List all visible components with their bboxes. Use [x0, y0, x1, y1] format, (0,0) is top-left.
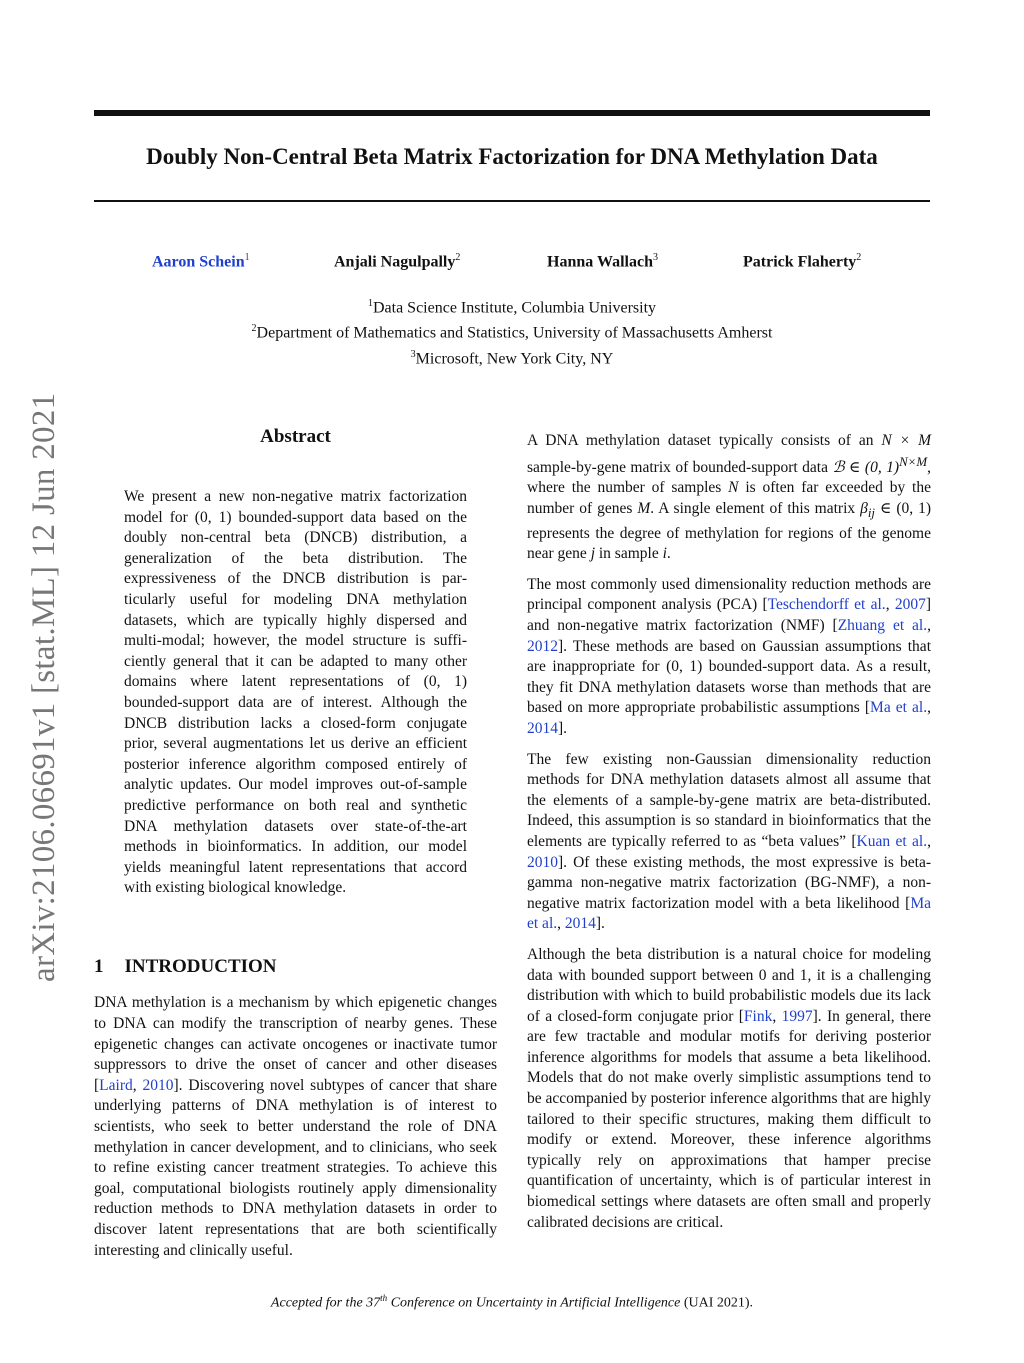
citation-link[interactable]: Laird: [99, 1076, 133, 1094]
citation-link[interactable]: 2012: [527, 637, 558, 655]
paragraph-text: DNA methylation is a mechanism by which epigenetic changes to DNA can modify the transcription of nearby genes. These epigenetic changes can activate oncogenes or inactivate tumor suppressors to drive the onset of cancer and other diseases [: [94, 994, 497, 1094]
author-list: [0, 252, 1024, 276]
author-3: [547, 252, 658, 271]
citation-separator: ,: [772, 1007, 782, 1025]
arxiv-stamp: arXiv:2106.06691v1 [stat.ML] 12 Jun 2021: [26, 392, 62, 982]
paragraph-text: , where the number of samples: [527, 458, 932, 497]
title-rule-top: [94, 110, 930, 116]
footer-sup: th: [380, 1293, 388, 1303]
paragraph-text: ]. These methods are based on Gaussian assumptions that are inappropriate for: [527, 637, 931, 676]
math: (0, 1): [423, 673, 467, 691]
affiliation-2-text: Department of Mathematics and Statistics, University of Massachusetts Amherst: [256, 324, 773, 342]
intro-paragraph-2: [527, 431, 931, 565]
author-2-sup: 2: [455, 252, 461, 263]
intro-paragraph-5: [527, 945, 931, 1233]
affiliation-1-text: Data Science Institute, Columbia University: [372, 299, 657, 317]
abstract-text: We present a new non-negative matrix factorization model for: [124, 488, 467, 526]
section-heading-introduction: [94, 957, 497, 978]
paragraph-text: in sample: [595, 545, 663, 563]
title-rule-bottom: [94, 200, 930, 202]
paragraph-text: . A single element of this matrix: [650, 499, 861, 517]
affiliation-1: [94, 293, 930, 318]
math: N × M: [881, 432, 931, 449]
section-title: INTRODUCTION: [124, 955, 277, 977]
paragraph-text: ].: [595, 915, 605, 933]
paragraph-text: ]. In general, there are few tractable and modular motifs for deriving posterior inference algorithms for models that assume a beta likelihood. Models that do not make overly simplistic assumptions tend to be accompanied by posterior inference algorithms that are highly tailored to their specific structures, making them difficult to modify or extend. Moreover, these inference algorithms typically rely on approximations that hamper precise quantification of uncertainty, which is of particular interest in biomedical settings where datasets are often small and properly calibrated decisions are critical.: [527, 1007, 931, 1231]
abstract-text: bounded-support data are of interest. Although the DNCB distribution lacks a closed-form conjugate prior, several augmentations let us derive an efficient posterior inference algorithm composed entirely of analytic updates. Our model improves out-of-sample predictive performance on both real and synthetic DNA methylation datasets over state-of-the-art methods in bioinformatics. In addition, our model yields meaningful latent representations that accord with existing biological knowledge.: [124, 693, 467, 897]
math: β: [860, 499, 868, 517]
math: j: [590, 545, 595, 563]
abstract-heading: Abstract: [260, 426, 331, 447]
affiliations: [94, 293, 930, 369]
citation-link[interactable]: Fink: [743, 1007, 773, 1025]
author-1-sup: 1: [244, 252, 250, 263]
paragraph-text: sample-by-gene matrix of bounded-support data: [527, 458, 833, 476]
paragraph-text: is often far exceeded by the number of genes: [527, 479, 931, 517]
author-1[interactable]: [152, 252, 250, 271]
author-2: [334, 252, 460, 271]
author-1-name[interactable]: Aaron Schein: [152, 253, 245, 271]
math: (0, 1): [194, 508, 232, 526]
paragraph-text: .: [666, 545, 671, 563]
citation-separator: ,: [927, 699, 931, 717]
citation-separator: ,: [927, 832, 931, 850]
citation-link[interactable]: 2010: [527, 853, 558, 871]
footer-text: Conference on Uncertainty in Artificial Intelligence: [387, 1295, 681, 1311]
paragraph-text: Although the beta distribution is a natural choice for modeling data with bounded support between 0 and 1, it is a challenging distribution with which to build probabilistic models due its lack of a closed-form conjugate prior [: [527, 945, 931, 1025]
citation-separator: ,: [927, 617, 931, 634]
citation-link[interactable]: Kuan et al.: [856, 832, 928, 850]
intro-paragraph-3: [527, 575, 931, 740]
paragraph-text: represents the degree of methylation for regions of the genome near gene: [527, 524, 931, 563]
citation-link[interactable]: Ma et al.: [527, 894, 931, 933]
citation-link[interactable]: 2007: [894, 596, 926, 614]
math: N: [728, 479, 739, 497]
math: ∈ (0, 1): [875, 499, 931, 517]
section-number: 1: [94, 955, 104, 977]
abstract-body: [124, 487, 467, 899]
left-column: [94, 425, 497, 1261]
citation-link[interactable]: 2014: [527, 719, 558, 737]
affiliation-2-sup: 2: [251, 323, 257, 335]
author-2-name: Anjali Nagulpally: [334, 253, 456, 271]
citation-link[interactable]: 2014: [564, 915, 596, 933]
right-column: [527, 431, 931, 1233]
affiliation-3-text: Microsoft, New York City, NY: [415, 349, 614, 367]
citation-link[interactable]: Teschendorff et al.: [767, 596, 886, 614]
author-3-sup: 3: [652, 252, 658, 263]
citation-link[interactable]: 2010: [142, 1076, 174, 1094]
abstract-text: bounded-support data based on the doubly non-central beta (DNCB) distribution, a generalization of the beta distribution. The expressiveness of the DNCB distribution is particularly useful for modeling DNA methylation datasets, which are typically highly dispersed and multi-modal; however, the model structure is sufficiently general that it can be adapted to many other domains where latent representations of: [124, 508, 467, 691]
paragraph-text: The most commonly used dimensionality reduction methods are principal component analysis (PCA) [: [527, 575, 931, 614]
affiliation-2: [94, 318, 930, 343]
math: M: [637, 499, 651, 517]
paragraph-text: ]. Of these existing methods, the most expressive is beta-gamma non-negative matrix factorization (BG-NMF), a non-negative matrix factorization model with a beta likelihood [: [527, 853, 931, 912]
affiliation-1-sup: 1: [367, 298, 373, 309]
intro-paragraph-1: [94, 993, 497, 1261]
citation-separator: ,: [557, 915, 565, 933]
affiliation-3: [94, 344, 930, 369]
footer-text: Accepted for the 37: [270, 1295, 381, 1311]
paragraph-text: The few existing non-Gaussian dimensionality reduction methods for DNA methylation datasets almost all assume that the elements of a sample-by-gene matrix are beta-distributed. Indeed, this assumption is so standard in bioinformatics that the elements are typically referred to as “beta values” [: [527, 750, 931, 850]
paragraph-text: bounded-support data. As a result, they fit DNA methylation datasets worse than methods that are based on more appropriate probabilistic assumptions [: [527, 658, 931, 717]
author-3-name: Hanna Wallach: [547, 253, 653, 271]
paragraph-text: A DNA methylation dataset typically consists of an: [527, 432, 882, 449]
citation-link[interactable]: Ma et al.: [870, 699, 928, 717]
citation-link[interactable]: Zhuang et al.: [837, 617, 928, 634]
footer-text: (UAI 2021).: [680, 1295, 754, 1311]
paragraph-text: ].: [558, 719, 568, 737]
math: i: [662, 545, 667, 563]
math: (0, 1): [666, 658, 703, 676]
author-4-sup: 2: [856, 252, 862, 263]
footer-note: [0, 1293, 1024, 1312]
author-4-name: Patrick Flaherty: [743, 253, 857, 271]
citation-separator: ,: [885, 596, 895, 614]
paper-title: Doubly Non-Central Beta Matrix Factorization for DNA Methylation Data: [146, 144, 878, 169]
affiliation-3-sup: 3: [410, 348, 416, 360]
intro-paragraph-4: [527, 750, 931, 935]
citation-link[interactable]: 1997: [781, 1007, 813, 1025]
math: ℬ ∈ (0, 1): [832, 458, 900, 476]
citation-separator: ,: [132, 1076, 143, 1094]
paragraph-text: ]. Discovering novel subtypes of cancer that share underlying patterns of DNA methylation is of interest to scientists, who seek to better understand the role of DNA methylation in cancer development, and to clinicians, who seek to refine existing cancer treatment strategies. To achieve this goal, computational biologists routinely apply dimensionality reduction methods to DNA methylation datasets in order to discover latent representations that are both scientifically interesting and clinically useful.: [94, 1076, 497, 1259]
author-4: [743, 252, 861, 271]
math: N×M: [899, 453, 928, 469]
paragraph-text: ] and non-negative matrix factorization (NMF) [: [527, 596, 932, 634]
math: ij: [867, 505, 875, 521]
